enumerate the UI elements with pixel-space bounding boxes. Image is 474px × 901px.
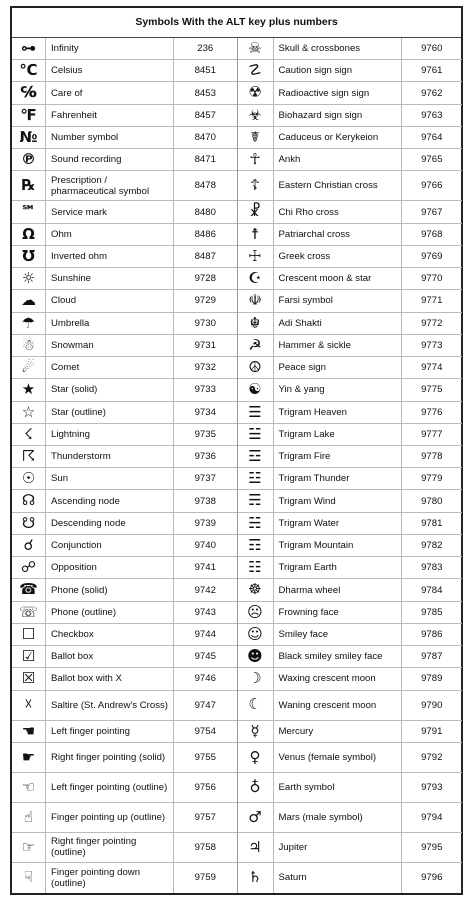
symbol-glyph-icon: ℧ bbox=[12, 246, 46, 267]
symbol-name: Trigram Fire bbox=[274, 446, 402, 467]
alt-code: 236 bbox=[197, 43, 214, 55]
alt-code: 9730 bbox=[194, 317, 216, 329]
alt-code: 9777 bbox=[421, 428, 443, 440]
alt-code: 9792 bbox=[421, 751, 443, 763]
alt-code: 9794 bbox=[421, 811, 443, 823]
symbol-name: Finger pointing down (outline) bbox=[46, 863, 174, 893]
table-row bbox=[12, 468, 237, 490]
alt-code: 9755 bbox=[194, 751, 216, 763]
symbol-glyph-icon: ☯ bbox=[238, 379, 274, 400]
table-row bbox=[12, 624, 237, 646]
symbol-glyph-icon: ☭ bbox=[238, 335, 274, 356]
alt-code: 9745 bbox=[194, 651, 216, 663]
symbol-name: Trigram Thunder bbox=[274, 468, 402, 489]
alt-code: 9759 bbox=[194, 872, 216, 884]
symbol-glyph-icon: ☜ bbox=[12, 773, 46, 802]
table-row bbox=[12, 149, 237, 171]
symbol-name: Prescription / pharmaceutical symbol bbox=[46, 171, 174, 200]
alt-code: 9740 bbox=[194, 540, 216, 552]
symbol-glyph-icon: ⊶ bbox=[12, 38, 46, 59]
right-column bbox=[238, 38, 463, 893]
table-row bbox=[12, 646, 237, 668]
symbol-name: Lightning bbox=[46, 424, 174, 445]
alt-code: 9743 bbox=[194, 606, 216, 618]
table-row bbox=[12, 268, 237, 290]
table-row bbox=[238, 127, 463, 149]
symbol-name: Peace sign bbox=[274, 357, 402, 378]
table-row bbox=[12, 127, 237, 149]
table-row bbox=[238, 446, 463, 468]
symbol-name: Yin & yang bbox=[274, 379, 402, 400]
alt-code: 9738 bbox=[194, 495, 216, 507]
table-row bbox=[238, 224, 463, 246]
symbol-glyph-icon: ★ bbox=[12, 379, 46, 400]
symbol-glyph-icon: ☄ bbox=[12, 357, 46, 378]
symbol-name: Care of bbox=[46, 82, 174, 103]
table-row bbox=[238, 60, 463, 82]
symbol-glyph-icon: ☏ bbox=[12, 602, 46, 623]
symbol-glyph-icon: ℞ bbox=[12, 171, 46, 200]
symbol-glyph-icon: ☬ bbox=[238, 313, 274, 334]
alt-code: 9728 bbox=[194, 273, 216, 285]
table-title: Symbols With the ALT key plus numbers bbox=[12, 8, 461, 38]
table-row bbox=[12, 773, 237, 803]
symbol-name: Conjunction bbox=[46, 535, 174, 556]
table-row bbox=[238, 803, 463, 833]
symbol-name: Farsi symbol bbox=[274, 290, 402, 311]
alt-code: 9732 bbox=[194, 362, 216, 374]
alt-code: 9760 bbox=[421, 43, 443, 55]
symbol-glyph-icon: ☾ bbox=[238, 691, 274, 720]
alt-code: 9796 bbox=[421, 872, 443, 884]
symbol-glyph-icon: ☍ bbox=[12, 557, 46, 578]
table-row bbox=[238, 268, 463, 290]
table-row bbox=[238, 246, 463, 268]
symbol-glyph-icon: ☩ bbox=[238, 246, 274, 267]
symbol-name: Sound recording bbox=[46, 149, 174, 170]
table-row bbox=[238, 721, 463, 743]
alt-code: 9793 bbox=[421, 781, 443, 793]
alt-code: 9733 bbox=[194, 384, 216, 396]
alt-code: 9737 bbox=[194, 473, 216, 485]
symbol-name: Mars (male symbol) bbox=[274, 803, 402, 832]
symbol-glyph-icon: ☑ bbox=[12, 646, 46, 667]
symbol-glyph-icon: ☣ bbox=[238, 105, 274, 126]
table-row bbox=[12, 602, 237, 624]
symbol-glyph-icon: ☪ bbox=[238, 268, 274, 289]
symbol-name: Service mark bbox=[46, 201, 174, 222]
table-row bbox=[238, 171, 463, 201]
alt-code: 9780 bbox=[421, 495, 443, 507]
symbol-glyph-icon: ☞ bbox=[12, 833, 46, 862]
table-row bbox=[12, 743, 237, 773]
symbol-name: Snowman bbox=[46, 335, 174, 356]
table-row bbox=[238, 424, 463, 446]
alt-code: 9739 bbox=[194, 517, 216, 529]
symbol-glyph-icon: ☧ bbox=[238, 201, 274, 222]
alt-code: 8480 bbox=[194, 206, 216, 218]
table-row bbox=[238, 357, 463, 379]
symbol-glyph-icon: ℉ bbox=[12, 105, 46, 126]
symbol-glyph-icon: ☦ bbox=[238, 171, 274, 200]
symbol-glyph-icon: ☚ bbox=[12, 721, 46, 742]
symbol-name: Eastern Christian cross bbox=[274, 171, 402, 200]
table-row bbox=[238, 290, 463, 312]
table-row bbox=[12, 357, 237, 379]
symbol-name: Ankh bbox=[274, 149, 402, 170]
symbol-name: Left finger pointing bbox=[46, 721, 174, 742]
table-row bbox=[12, 863, 237, 893]
symbol-name: Patriarchal cross bbox=[274, 224, 402, 245]
symbol-name: Earth symbol bbox=[274, 773, 402, 802]
symbol-name: Trigram Heaven bbox=[274, 402, 402, 423]
table-row bbox=[238, 668, 463, 690]
alt-code: 9778 bbox=[421, 451, 443, 463]
symbol-glyph-icon: № bbox=[12, 127, 46, 148]
symbol-name: Crescent moon & star bbox=[274, 268, 402, 289]
alt-code: 9735 bbox=[194, 428, 216, 440]
alt-code: 9766 bbox=[421, 180, 443, 192]
symbol-glyph-icon: ☸ bbox=[238, 579, 274, 600]
symbol-name: Caution sign sign bbox=[274, 60, 402, 81]
symbol-name: Saltire (St. Andrew's Cross) bbox=[46, 691, 174, 720]
symbol-name: Umbrella bbox=[46, 313, 174, 334]
symbol-name: Trigram Earth bbox=[274, 557, 402, 578]
table-row bbox=[12, 579, 237, 601]
alt-code: 9757 bbox=[194, 811, 216, 823]
symbol-glyph-icon: ☹ bbox=[238, 602, 274, 623]
symbol-name: Descending node bbox=[46, 513, 174, 534]
table-row bbox=[238, 743, 463, 773]
table-row bbox=[12, 224, 237, 246]
symbol-glyph-icon: ☐ bbox=[12, 624, 46, 645]
symbol-glyph-icon: ☥ bbox=[238, 149, 274, 170]
symbol-glyph-icon: ☱ bbox=[238, 424, 274, 445]
symbol-name: Caduceus or Kerykeion bbox=[274, 127, 402, 148]
alt-code: 8470 bbox=[194, 132, 216, 144]
table-row bbox=[238, 535, 463, 557]
alt-code: 9747 bbox=[194, 699, 216, 711]
alt-code: 9779 bbox=[421, 473, 443, 485]
table-row bbox=[12, 105, 237, 127]
alt-code: 9784 bbox=[421, 584, 443, 596]
symbol-name: Cloud bbox=[46, 290, 174, 311]
symbol-name: Trigram Wind bbox=[274, 490, 402, 511]
symbol-glyph-icon: ☊ bbox=[12, 490, 46, 511]
symbol-glyph-icon: ☿ bbox=[238, 721, 274, 742]
symbol-glyph-icon: ☒ bbox=[12, 668, 46, 689]
symbol-name: Trigram Lake bbox=[274, 424, 402, 445]
symbol-name: Black smiley smiley face bbox=[274, 646, 402, 667]
table-row bbox=[12, 201, 237, 223]
table-row bbox=[238, 579, 463, 601]
symbol-glyph-icon: ☃ bbox=[12, 335, 46, 356]
symbol-glyph-icon: ☻ bbox=[238, 646, 274, 667]
symbol-name: Inverted ohm bbox=[46, 246, 174, 267]
symbol-glyph-icon: ☡ bbox=[238, 60, 274, 81]
symbol-glyph-icon: ☫ bbox=[238, 290, 274, 311]
symbol-glyph-icon: ☳ bbox=[238, 468, 274, 489]
alt-code: 9772 bbox=[421, 317, 443, 329]
symbol-name: Sun bbox=[46, 468, 174, 489]
symbol-name: Phone (solid) bbox=[46, 579, 174, 600]
alt-code: 9729 bbox=[194, 295, 216, 307]
table-row bbox=[238, 379, 463, 401]
table-row bbox=[12, 424, 237, 446]
table-row bbox=[238, 335, 463, 357]
symbol-glyph-icon: ☲ bbox=[238, 446, 274, 467]
symbol-glyph-icon: ♃ bbox=[238, 833, 274, 862]
symbol-glyph-icon: ☼ bbox=[12, 268, 46, 289]
table-row bbox=[238, 691, 463, 721]
symbol-name: Fahrenheit bbox=[46, 105, 174, 126]
alt-code: 9741 bbox=[194, 562, 216, 574]
symbol-glyph-icon: ☢ bbox=[238, 82, 274, 103]
symbol-glyph-icon: ☤ bbox=[238, 127, 274, 148]
symbol-name: Radioactive sign sign bbox=[274, 82, 402, 103]
symbol-name: Greek cross bbox=[274, 246, 402, 267]
symbol-glyph-icon: ☂ bbox=[12, 313, 46, 334]
table-grid bbox=[12, 38, 461, 893]
symbol-glyph-icon: ☮ bbox=[238, 357, 274, 378]
table-row bbox=[12, 513, 237, 535]
alt-code: 9756 bbox=[194, 781, 216, 793]
symbol-name: Waxing crescent moon bbox=[274, 668, 402, 689]
table-row bbox=[12, 446, 237, 468]
symbol-name: Ballot box bbox=[46, 646, 174, 667]
symbol-name: Chi Rho cross bbox=[274, 201, 402, 222]
symbol-name: Adi Shakti bbox=[274, 313, 402, 334]
symbol-glyph-icon: ☶ bbox=[238, 535, 274, 556]
symbol-name: Biohazard sign sign bbox=[274, 105, 402, 126]
symbol-glyph-icon: ☉ bbox=[12, 468, 46, 489]
table-row bbox=[12, 721, 237, 743]
alt-code: 9771 bbox=[421, 295, 443, 307]
alt-code: 9774 bbox=[421, 362, 443, 374]
table-row bbox=[238, 557, 463, 579]
symbol-glyph-icon: ☠ bbox=[238, 38, 274, 59]
alt-code: 9742 bbox=[194, 584, 216, 596]
symbol-glyph-icon: ☈ bbox=[12, 446, 46, 467]
alt-code: 9783 bbox=[421, 562, 443, 574]
symbol-name: Comet bbox=[46, 357, 174, 378]
alt-code: 9762 bbox=[421, 87, 443, 99]
alt-code: 8487 bbox=[194, 250, 216, 262]
alt-code: 9795 bbox=[421, 841, 443, 853]
alt-code: 9791 bbox=[421, 725, 443, 737]
table-row bbox=[238, 773, 463, 803]
symbol-glyph-icon: ♀ bbox=[238, 743, 274, 772]
alt-code: 9781 bbox=[421, 517, 443, 529]
table-row bbox=[12, 38, 237, 60]
symbols-table bbox=[10, 6, 463, 895]
table-row bbox=[238, 646, 463, 668]
table-row bbox=[238, 402, 463, 424]
alt-code: 8486 bbox=[194, 228, 216, 240]
alt-code: 9786 bbox=[421, 628, 443, 640]
symbol-name: Mercury bbox=[274, 721, 402, 742]
symbol-glyph-icon: ☝ bbox=[12, 803, 46, 832]
symbol-glyph-icon: ☛ bbox=[12, 743, 46, 772]
symbol-name: Star (outline) bbox=[46, 402, 174, 423]
symbol-name: Frowning face bbox=[274, 602, 402, 623]
table-row bbox=[12, 803, 237, 833]
alt-code: 9776 bbox=[421, 406, 443, 418]
table-row bbox=[238, 833, 463, 863]
table-row bbox=[12, 490, 237, 512]
table-row bbox=[238, 313, 463, 335]
table-row bbox=[238, 490, 463, 512]
symbol-name: Thunderstorm bbox=[46, 446, 174, 467]
symbol-glyph-icon: ☵ bbox=[238, 513, 274, 534]
alt-code: 9765 bbox=[421, 154, 443, 166]
table-row bbox=[12, 60, 237, 82]
symbol-glyph-icon: ☋ bbox=[12, 513, 46, 534]
table-row bbox=[238, 468, 463, 490]
table-row bbox=[12, 833, 237, 863]
symbol-glyph-icon: ☰ bbox=[238, 402, 274, 423]
symbol-name: Dharma wheel bbox=[274, 579, 402, 600]
symbol-glyph-icon: ☎ bbox=[12, 579, 46, 600]
table-row bbox=[12, 379, 237, 401]
symbol-glyph-icon: ☟ bbox=[12, 863, 46, 893]
alt-code: 9769 bbox=[421, 250, 443, 262]
alt-code: 9758 bbox=[194, 841, 216, 853]
table-row bbox=[12, 313, 237, 335]
symbol-name: Ohm bbox=[46, 224, 174, 245]
symbol-name: Ascending node bbox=[46, 490, 174, 511]
table-row bbox=[238, 82, 463, 104]
alt-code: 9789 bbox=[421, 673, 443, 685]
table-row bbox=[12, 171, 237, 201]
alt-code: 8453 bbox=[194, 87, 216, 99]
symbol-name: Opposition bbox=[46, 557, 174, 578]
symbol-name: Finger pointing up (outline) bbox=[46, 803, 174, 832]
alt-code: 9736 bbox=[194, 451, 216, 463]
symbol-name: Waning crescent moon bbox=[274, 691, 402, 720]
symbol-glyph-icon: ♂ bbox=[238, 803, 274, 832]
table-row bbox=[238, 602, 463, 624]
alt-code: 9767 bbox=[421, 206, 443, 218]
symbol-name: Saturn bbox=[274, 863, 402, 893]
symbol-name: Infinity bbox=[46, 38, 174, 59]
table-row bbox=[12, 668, 237, 690]
alt-code: 9731 bbox=[194, 339, 216, 351]
symbol-name: Phone (outline) bbox=[46, 602, 174, 623]
alt-code: 9764 bbox=[421, 132, 443, 144]
alt-code: 9761 bbox=[421, 65, 443, 77]
symbol-glyph-icon: ☺ bbox=[238, 624, 274, 645]
symbol-glyph-icon: ℅ bbox=[12, 82, 46, 103]
alt-code: 9768 bbox=[421, 228, 443, 240]
table-row bbox=[238, 149, 463, 171]
alt-code: 9790 bbox=[421, 699, 443, 711]
table-row bbox=[238, 624, 463, 646]
alt-code: 9770 bbox=[421, 273, 443, 285]
symbol-glyph-icon: ☓ bbox=[12, 691, 46, 720]
symbol-name: Right finger pointing (outline) bbox=[46, 833, 174, 862]
alt-code: 8471 bbox=[194, 154, 216, 166]
alt-code: 8451 bbox=[194, 65, 216, 77]
table-row bbox=[12, 535, 237, 557]
symbol-glyph-icon: ♄ bbox=[238, 863, 274, 893]
table-row bbox=[238, 105, 463, 127]
symbol-name: Trigram Water bbox=[274, 513, 402, 534]
symbol-name: Number symbol bbox=[46, 127, 174, 148]
symbol-glyph-icon: ℠ bbox=[12, 201, 46, 222]
table-row bbox=[12, 82, 237, 104]
table-row bbox=[12, 290, 237, 312]
symbol-name: Right finger pointing (solid) bbox=[46, 743, 174, 772]
symbol-name: Smiley face bbox=[274, 624, 402, 645]
symbol-name: Trigram Mountain bbox=[274, 535, 402, 556]
table-row bbox=[238, 38, 463, 60]
symbol-name: Left finger pointing (outline) bbox=[46, 773, 174, 802]
table-row bbox=[12, 691, 237, 721]
alt-code: 9782 bbox=[421, 540, 443, 552]
alt-code: 8457 bbox=[194, 109, 216, 121]
alt-code: 9763 bbox=[421, 109, 443, 121]
symbol-glyph-icon: ☆ bbox=[12, 402, 46, 423]
alt-code: 9744 bbox=[194, 628, 216, 640]
left-column bbox=[12, 38, 238, 893]
alt-code: 9746 bbox=[194, 673, 216, 685]
symbol-name: Sunshine bbox=[46, 268, 174, 289]
symbol-glyph-icon: ☴ bbox=[238, 490, 274, 511]
table-row bbox=[12, 246, 237, 268]
symbol-glyph-icon: ☁ bbox=[12, 290, 46, 311]
table-row bbox=[12, 335, 237, 357]
symbol-name: Ballot box with X bbox=[46, 668, 174, 689]
alt-code: 9787 bbox=[421, 651, 443, 663]
alt-code: 8478 bbox=[194, 180, 216, 192]
symbol-name: Star (solid) bbox=[46, 379, 174, 400]
symbol-glyph-icon: ☌ bbox=[12, 535, 46, 556]
table-row bbox=[238, 201, 463, 223]
symbol-glyph-icon: ℃ bbox=[12, 60, 46, 81]
table-row bbox=[238, 513, 463, 535]
symbol-glyph-icon: ☷ bbox=[238, 557, 274, 578]
alt-code: 9773 bbox=[421, 339, 443, 351]
symbol-glyph-icon: ♁ bbox=[238, 773, 274, 802]
symbol-glyph-icon: ☇ bbox=[12, 424, 46, 445]
table-row bbox=[12, 557, 237, 579]
alt-code: 9754 bbox=[194, 725, 216, 737]
alt-code: 9785 bbox=[421, 606, 443, 618]
symbol-name: Skull & crossbones bbox=[274, 38, 402, 59]
alt-code: 9775 bbox=[421, 384, 443, 396]
symbol-name: Jupiter bbox=[274, 833, 402, 862]
symbol-glyph-icon: ℗ bbox=[12, 149, 46, 170]
table-row bbox=[12, 402, 237, 424]
symbol-name: Celsius bbox=[46, 60, 174, 81]
symbol-name: Hammer & sickle bbox=[274, 335, 402, 356]
alt-code: 9734 bbox=[194, 406, 216, 418]
symbol-glyph-icon: Ω bbox=[12, 224, 46, 245]
symbol-name: Venus (female symbol) bbox=[274, 743, 402, 772]
symbol-name: Checkbox bbox=[46, 624, 174, 645]
symbol-glyph-icon: ☽ bbox=[238, 668, 274, 689]
symbol-glyph-icon: ☨ bbox=[238, 224, 274, 245]
table-row bbox=[238, 863, 463, 893]
